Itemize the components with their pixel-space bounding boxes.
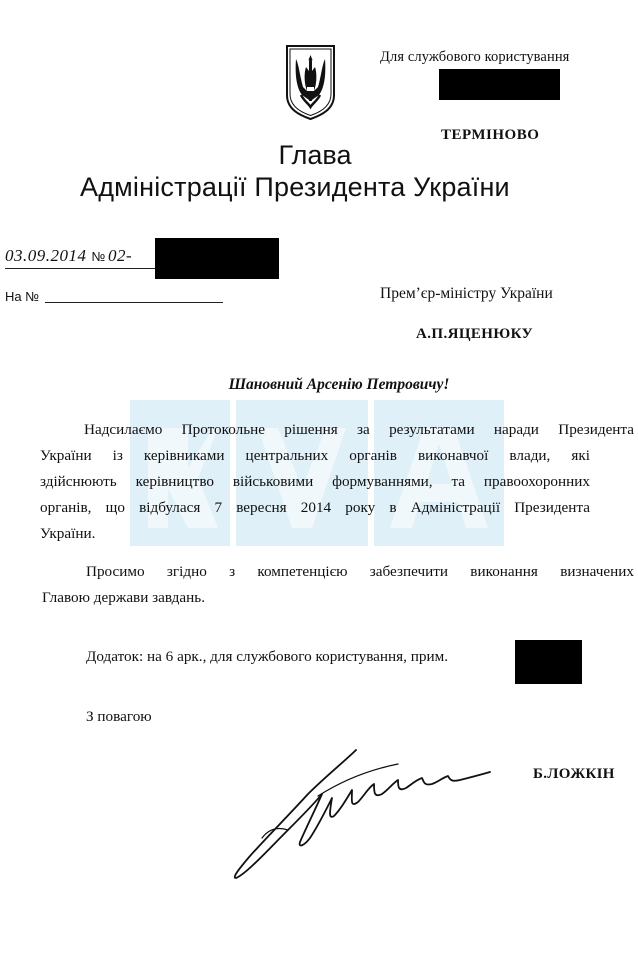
- body-line: Надсилаємо Протокольне рішення за результатами наради Президента: [84, 421, 634, 438]
- org-title-line1: Глава: [278, 140, 352, 170]
- registration-line: [5, 246, 132, 266]
- urgency-mark: ТЕРМІНОВО: [441, 127, 540, 143]
- addressee-name: А.П.ЯЦЕНЮКУ: [416, 326, 534, 342]
- reply-to-label: На №: [5, 289, 40, 304]
- body-line: України.: [40, 525, 96, 542]
- registration-number-prefix: 02-: [107, 246, 133, 265]
- closing-regards: З повагою: [86, 708, 152, 725]
- body-paragraph-1: [40, 417, 634, 547]
- body-line: здійснюють керівництво військовими формуваннями, та правоохоронних: [40, 473, 590, 490]
- org-title-line2: Адміністрації Президента України: [80, 172, 510, 202]
- classification-mark: Для службового користування: [380, 49, 570, 65]
- redaction-bar: [155, 238, 279, 279]
- reply-to-underline: [45, 302, 223, 303]
- attachment-note: Додаток: на 6 арк., для службового користування, прим.: [86, 648, 448, 665]
- trident-coat-of-arms-icon: [284, 43, 337, 120]
- body-line: органів, що відбулася 7 вересня 2014 року в Адміністрації Президента: [40, 499, 590, 516]
- addressee-title: Прем’єр-міністру України: [380, 285, 553, 302]
- body-line: України із керівниками центральних органів виконавчої влади, які: [40, 447, 590, 464]
- handwritten-signature: [228, 746, 498, 886]
- redaction-bar: [439, 69, 560, 100]
- registration-number-label: №: [91, 249, 106, 264]
- body-line: Просимо згідно з компетенцією забезпечити виконання визначених: [86, 563, 634, 580]
- registration-underline: [5, 268, 170, 269]
- salutation: Шановний Арсенію Петровичу!: [228, 376, 450, 393]
- redaction-bar: [515, 640, 582, 684]
- signatory-name: Б.ЛОЖКІН: [533, 766, 615, 782]
- registration-date: 03.09.2014: [5, 246, 87, 265]
- body-line: Главою держави завдань.: [42, 589, 206, 606]
- body-paragraph-2: [42, 559, 634, 611]
- letter-body: [40, 417, 634, 623]
